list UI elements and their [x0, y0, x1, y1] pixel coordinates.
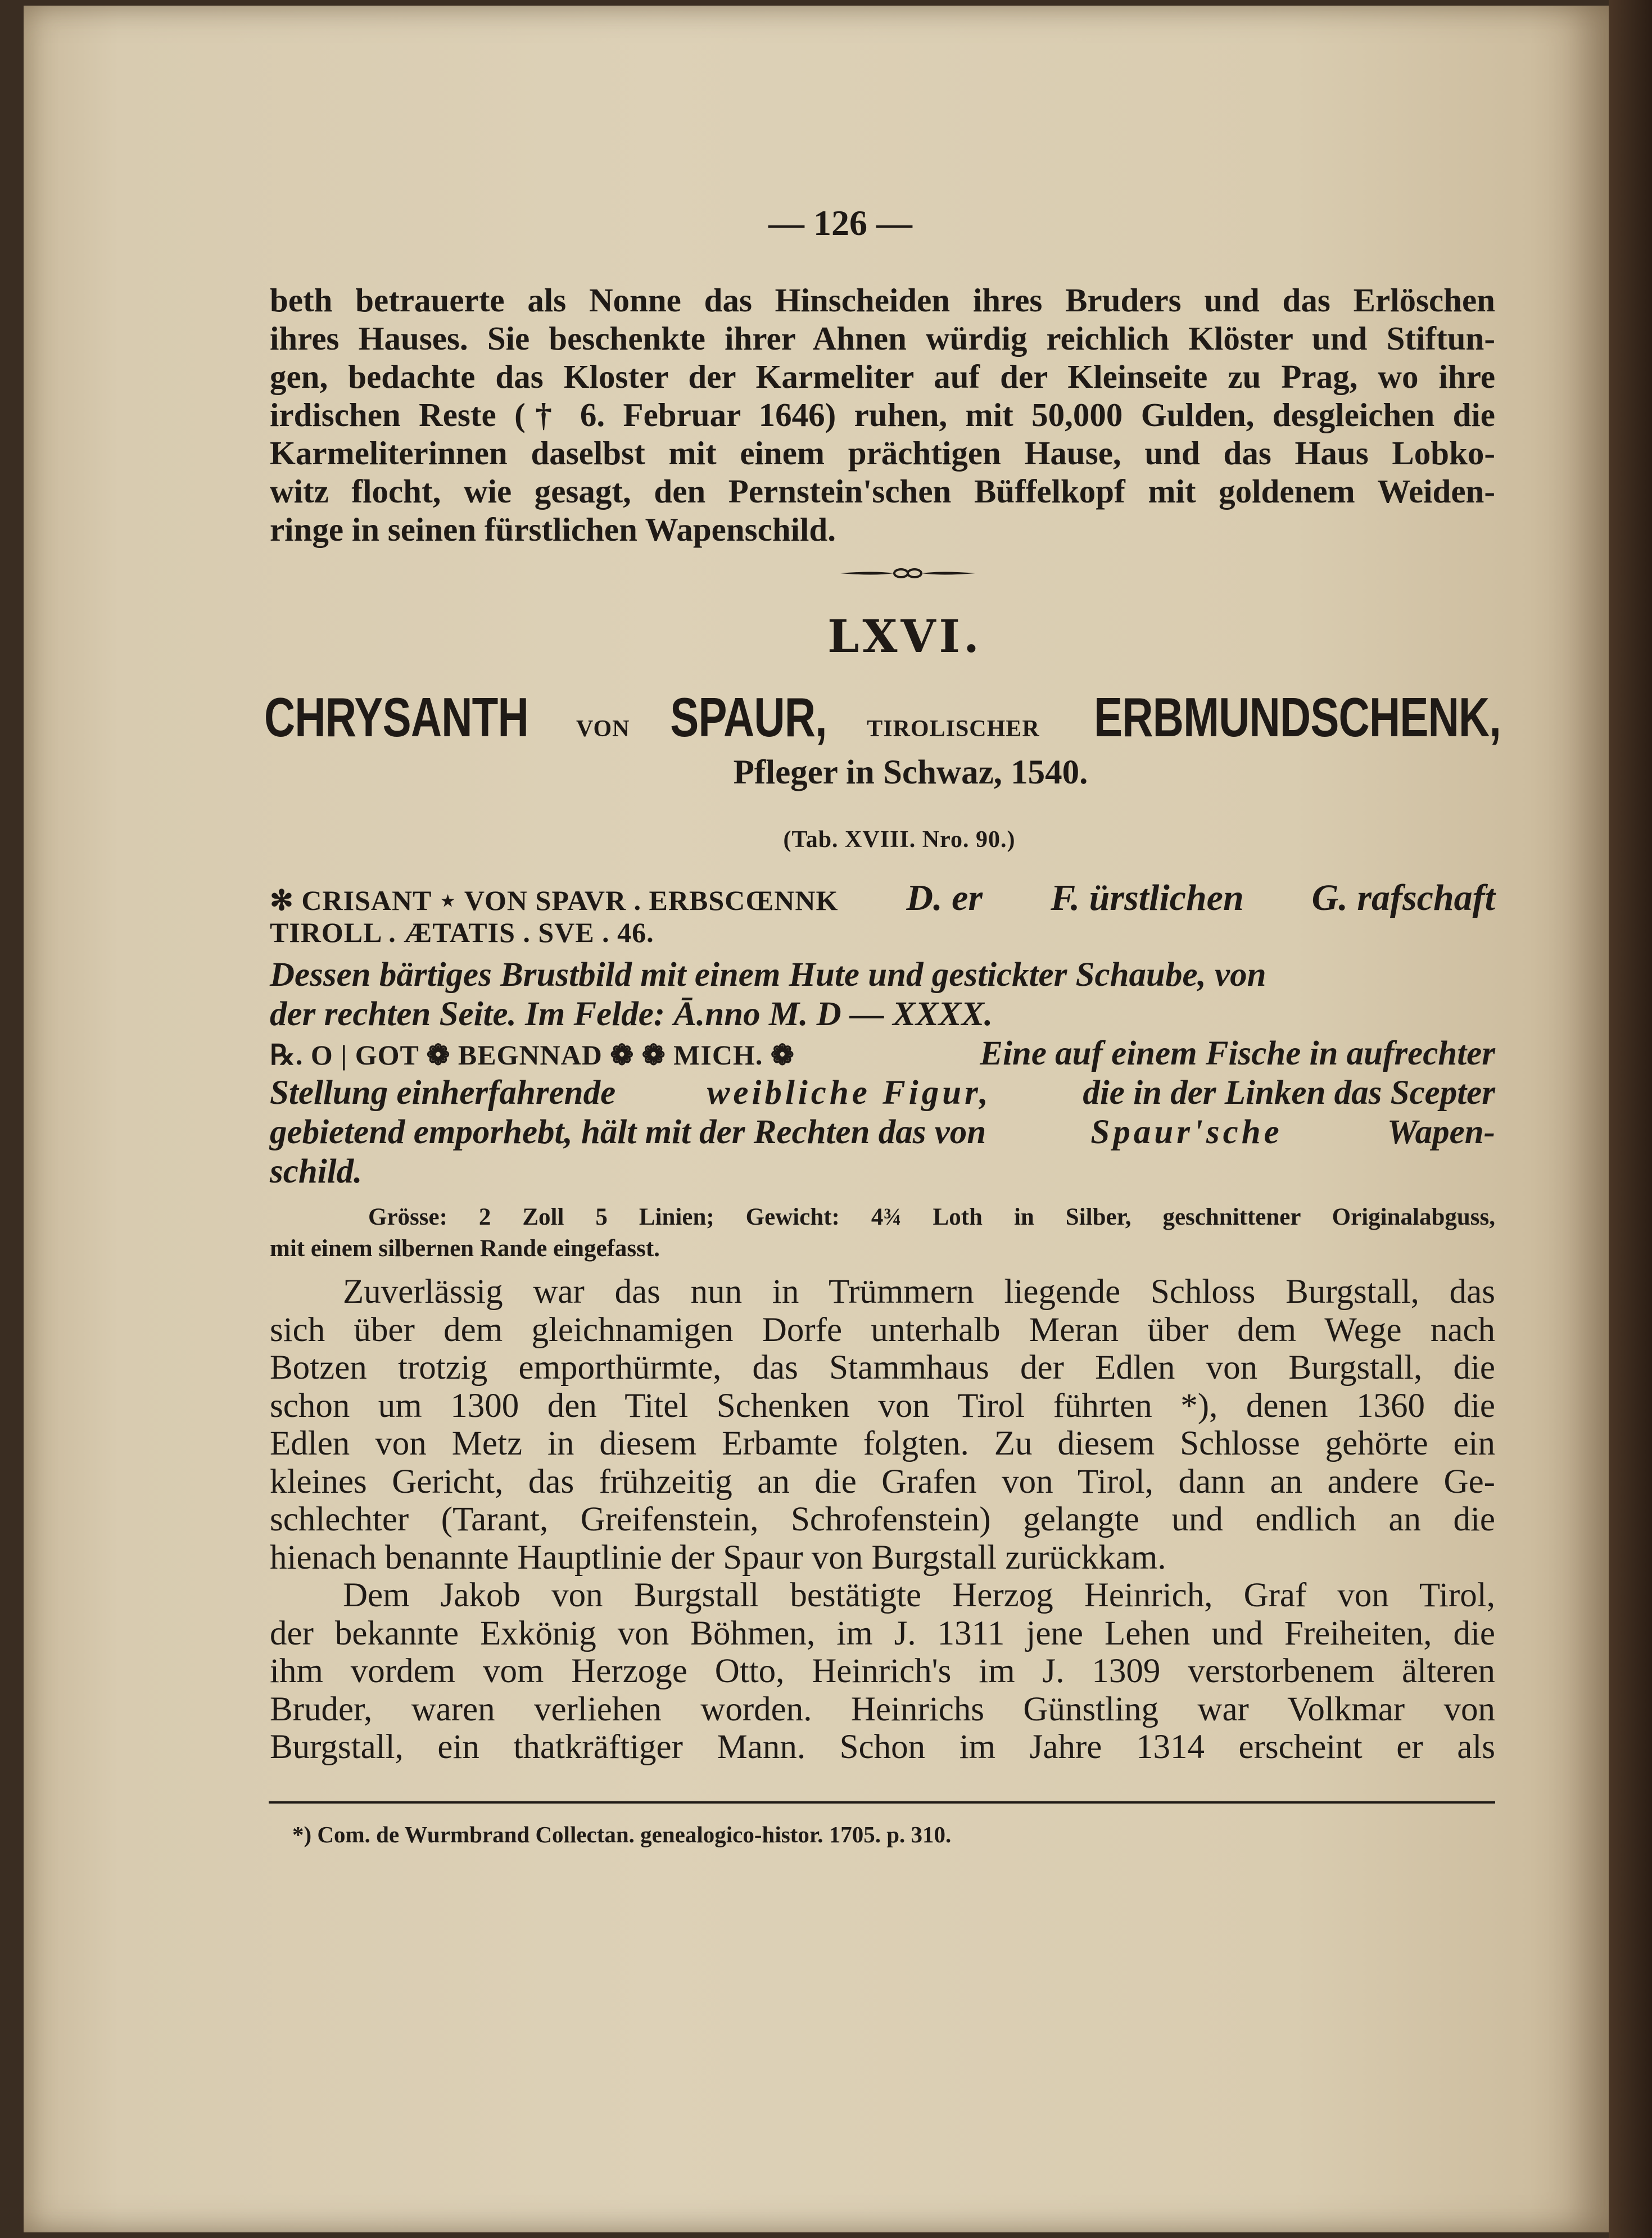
top-paragraph [270, 281, 1495, 549]
reverse-line-1 [270, 1034, 1495, 1073]
reverse-description-1: Eine auf einem Fische in aufrechter [980, 1035, 1495, 1072]
body-text [270, 1273, 1495, 1766]
book-spine-edge [1609, 0, 1652, 2238]
top-line-6: witz flocht, wie gesagt, den Pernstein'schen Büffelkopf mit goldenem Weiden- [270, 473, 1495, 510]
reverse-description-3c: Wapen- [1387, 1113, 1495, 1151]
medal-description [270, 877, 1495, 1192]
reverse-description-4: schild. [270, 1153, 363, 1190]
section-subheading: Pfleger in Schwaz, 1540. [733, 754, 1088, 791]
reverse-description-2a: Stellung einherfahrende [270, 1074, 616, 1112]
legend-abbrev-g: G. rafschaft [1311, 877, 1495, 918]
top-line-7: ringe in seinen fürstlichen Wapenschild. [270, 511, 836, 548]
body-line-12: Bruder, waren verliehen worden. Heinrichs Günstling war Volkmar von [270, 1690, 1495, 1728]
obverse-desc-line-1 [270, 955, 1495, 995]
body-line-11: ihm vordem vom Herzoge Otto, Heinrich's im J. 1309 verstorbenem älteren [270, 1652, 1495, 1690]
reverse-line-3 [270, 1113, 1495, 1152]
page-number: — 126 — [768, 203, 912, 243]
size-note-line-1: Grösse: 2 Zoll 5 Linien; Gewicht: 4¾ Loth in Silber, geschnittener Originalabguss, [368, 1204, 1495, 1230]
body-line-7: schlechter (Tarant, Greifenstein, Schrofenstein) gelangte und endlich an die [270, 1501, 1495, 1538]
size-note-line-2: mit einem silbernen Rande eingefasst. [270, 1235, 660, 1262]
footnote-divider [269, 1801, 1495, 1804]
size-note [270, 1202, 1495, 1265]
reverse-legend: ℞. O | GOT ❁ BEGNNAD ❁ ❁ MICH. ❁ [270, 1039, 795, 1071]
body-line-3: Botzen trotzig emporthürmte, das Stammhaus der Edlen von Burgstall, die [270, 1349, 1495, 1387]
top-line-4: irdischen Reste († 6. Februar 1646) ruhen, mit 50,000 Gulden, desgleichen die [270, 396, 1495, 433]
reverse-description-2c: die in der Linken das Scepter [1083, 1074, 1495, 1112]
obverse-description-2: der rechten Seite. Im Felde: Ā.nno M. D — XXXX. [270, 995, 993, 1033]
body-line-2: sich über dem gleichnamigen Dorfe unterhalb Meran über dem Wege nach [270, 1311, 1495, 1349]
obverse-legend-line-2 [270, 916, 1495, 955]
body-line-8: hienach benannte Hauptlinie der Spaur von Burgstall zurückkam. [270, 1538, 1166, 1576]
table-reference: (Tab. XVIII. Nro. 90.) [783, 827, 1016, 853]
legend-abbrev-f: F. ürstlichen [1051, 877, 1244, 918]
top-line-5: Karmeliterinnen daselbst mit einem prächtigen Hause, und das Haus Lobko- [270, 434, 1495, 472]
body-line-10: der bekannte Exkönig von Böhmen, im J. 1311 jene Lehen und Freiheiten, die [270, 1614, 1495, 1652]
section-divider-ornament [840, 565, 975, 582]
heading-von: VON [576, 716, 630, 742]
body-line-13: Burgstall, ein thatkräftiger Mann. Schon im Jahre 1314 erscheint er als [270, 1728, 1495, 1766]
body-line-9: Dem Jakob von Burgstall bestätigte Herzog Heinrich, Graf von Tirol, [343, 1576, 1495, 1614]
section-number: LXVI. [827, 610, 983, 663]
footnote: *) Com. de Wurmbrand Collectan. genealogico-histor. 1705. p. 310. [292, 1822, 952, 1847]
reverse-description-3a: gebietend emporhebt, hält mit der Rechten das von [270, 1113, 986, 1151]
reverse-description-3b: Spaur'sche [1090, 1113, 1283, 1151]
obverse-description-1: Dessen bärtiges Brustbild mit einem Hute und gestickter Schaube, von [270, 956, 1266, 994]
body-line-1: Zuverlässig war das nun in Trümmern liegende Schloss Burgstall, das [343, 1273, 1495, 1311]
section-heading [264, 686, 1501, 749]
obverse-legend-2: TIROLL . ÆTATIS . SVE . 46. [270, 917, 654, 948]
body-line-6: kleines Gericht, das frühzeitig an die Grafen von Tirol, dann an andere Ge- [270, 1462, 1495, 1501]
reverse-line-4 [270, 1152, 1495, 1192]
obverse-legend: ✻ CRISANT ⋆ VON SPAVR . ERBSCŒNNK [270, 885, 839, 916]
obverse-desc-line-2 [270, 995, 1495, 1034]
reverse-description-2b: weibliche Figur, [707, 1074, 992, 1112]
heading-tirolischer: TIROLISCHER [867, 716, 1040, 742]
body-line-4: schon um 1300 den Titel Schenken von Tirol führten *), denen 1360 die [270, 1387, 1495, 1425]
legend-abbrev-d: D. er [906, 877, 983, 918]
body-line-5: Edlen von Metz in diesem Erbamte folgten. Zu diesem Schlosse gehörte ein [270, 1425, 1495, 1462]
top-line-3: gen, bedachte das Kloster der Karmeliter auf der Kleinseite zu Prag, wo ihre [270, 358, 1495, 395]
top-line-2: ihres Hauses. Sie beschenkte ihrer Ahnen würdig reichlich Klöster und Stiftun- [270, 320, 1495, 357]
heading-erbmundschenk: ERBMUNDSCHENK, [1094, 686, 1501, 748]
obverse-legend-line-1 [270, 877, 1495, 916]
heading-name-chrysanth: CHRYSANTH [264, 686, 529, 748]
reverse-line-2 [270, 1073, 1495, 1113]
top-line-1: beth betrauerte als Nonne das Hinscheiden ihres Bruders und das Erlöschen [270, 282, 1495, 319]
heading-name-spaur: SPAUR, [670, 686, 827, 748]
